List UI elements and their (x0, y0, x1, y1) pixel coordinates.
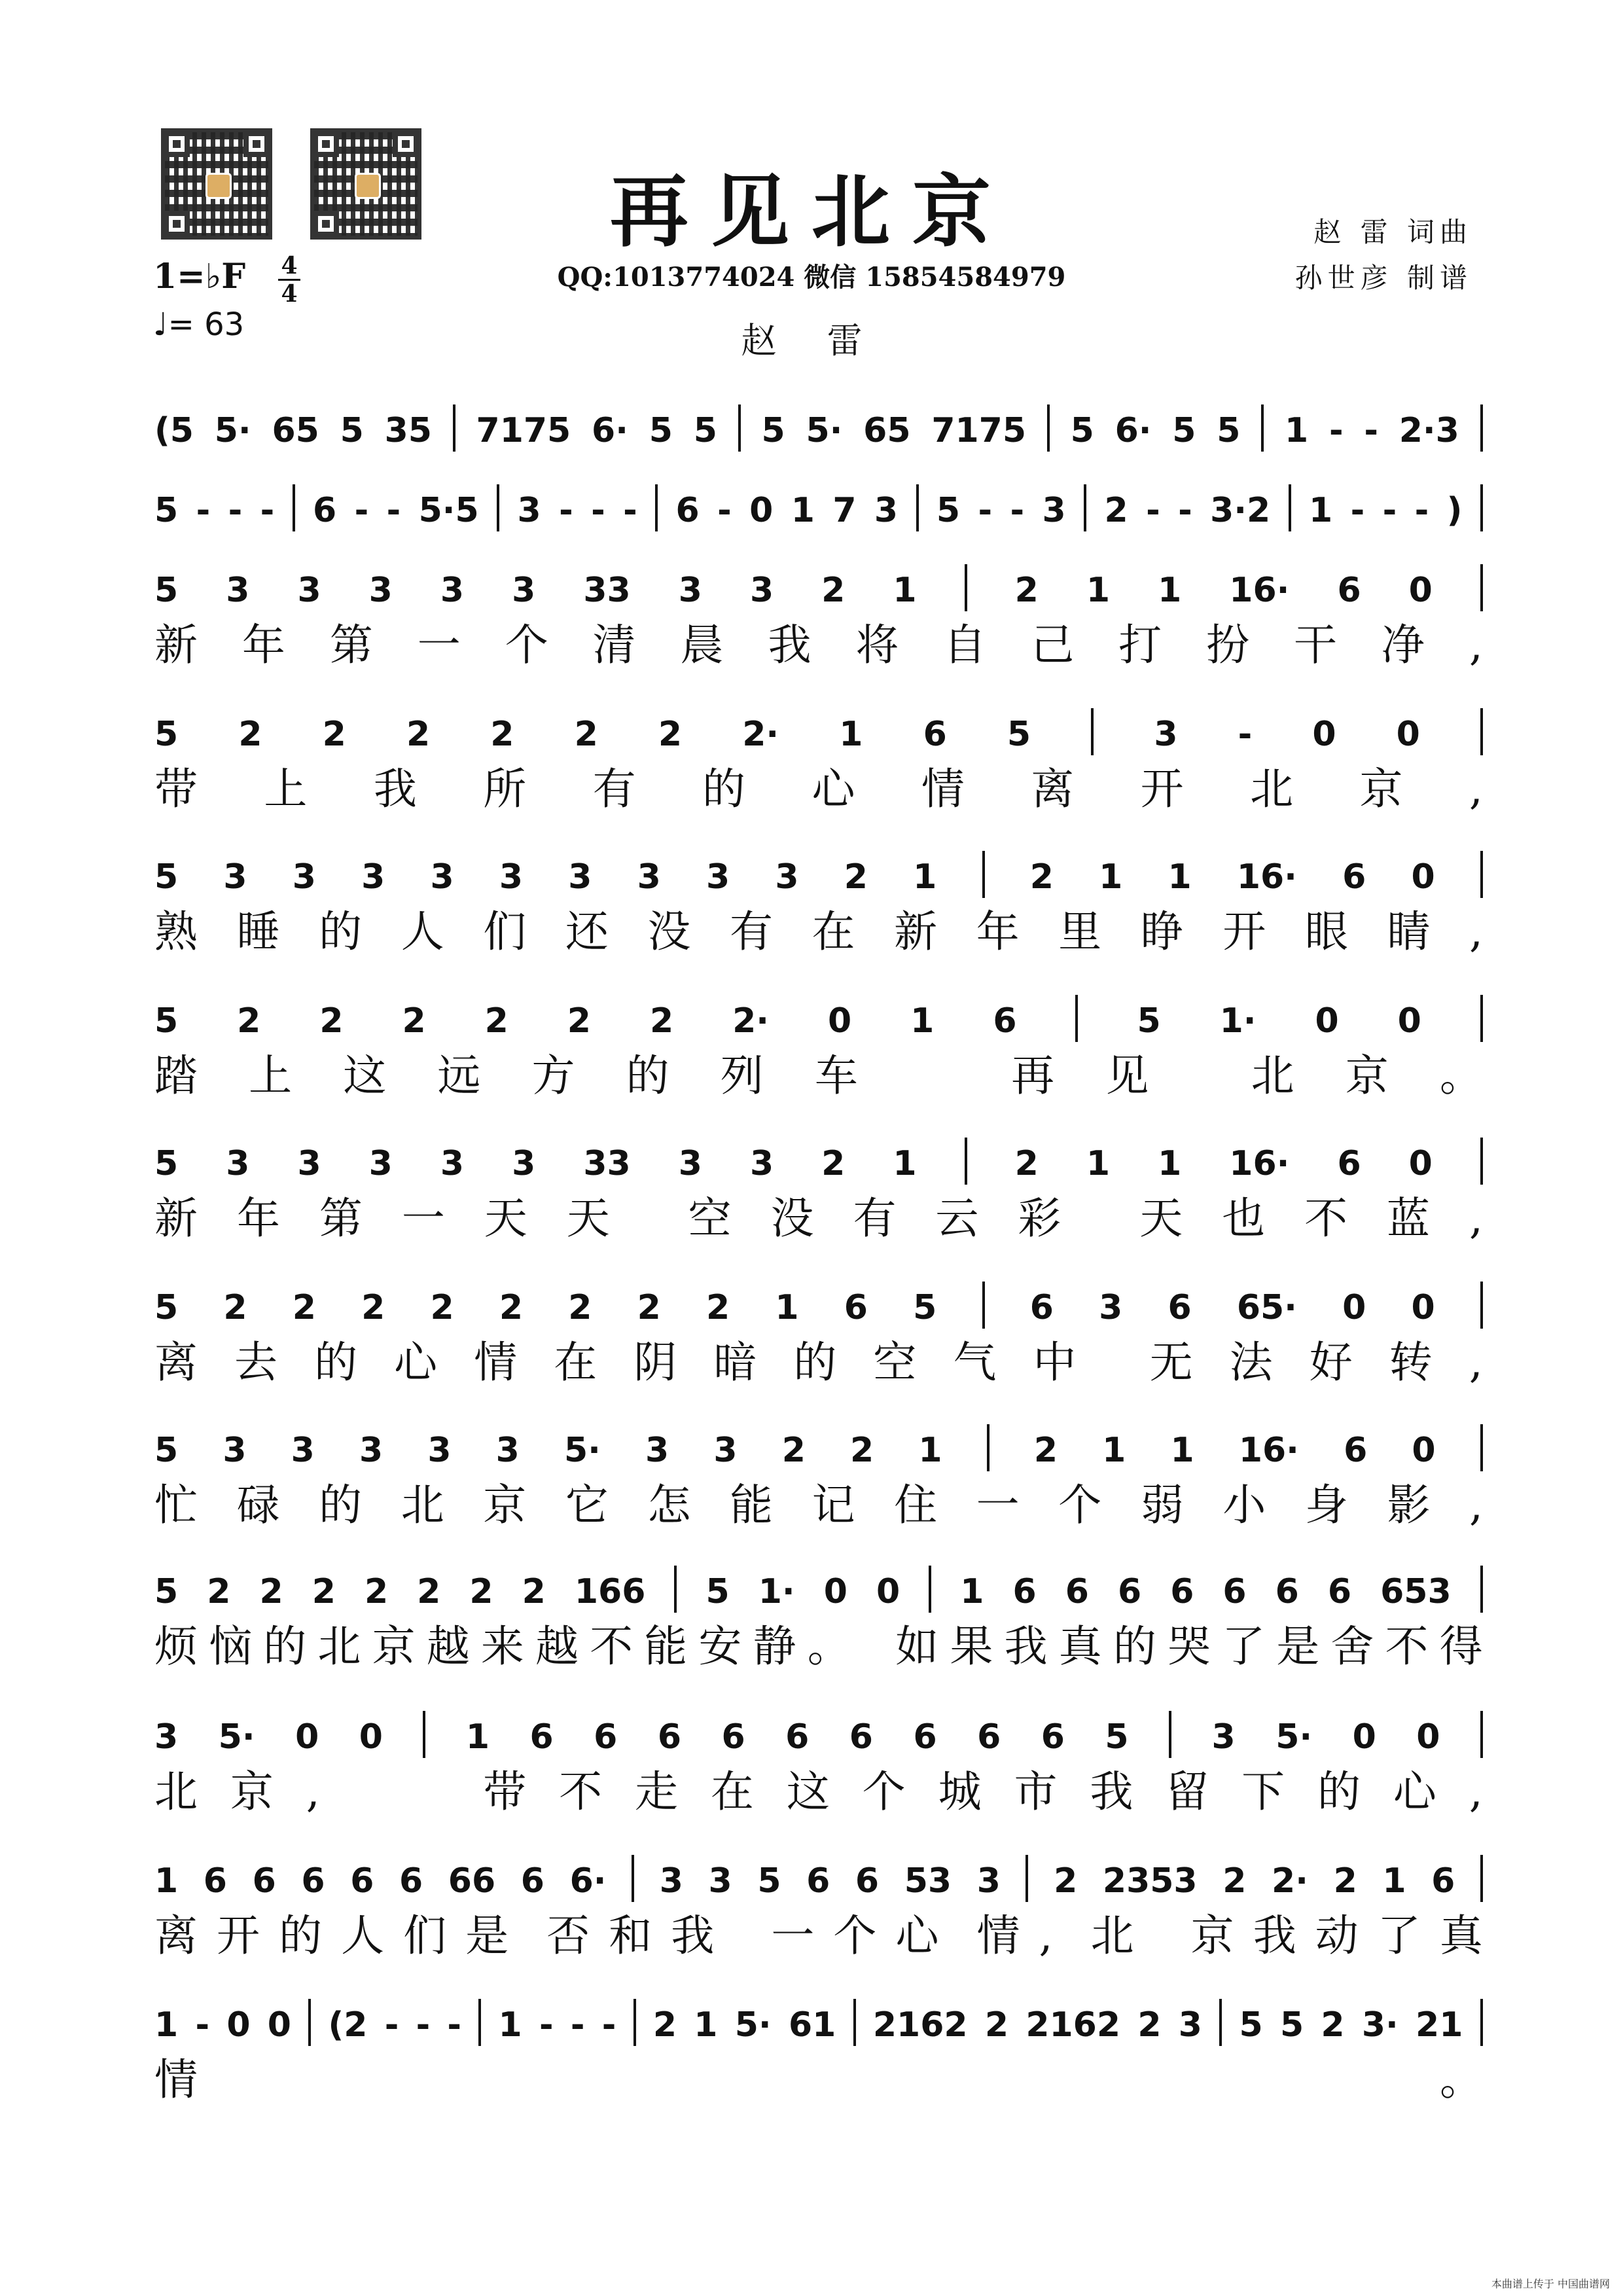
credit-lyrics: 赵 雷 词曲 (1313, 216, 1472, 248)
credit-score: 孙世彦 制谱 (1294, 262, 1472, 294)
lyric-row: 熟 睡 的 人 们 还 没 有 在 新 年 里 睁 开 眼 睛 , (154, 906, 1483, 957)
notation-row: 5 - - - 6 - - 5·5 3 - - - 6 - 0 1 7 3 5 - - 3 2 - - 3·2 1 - - - ) (154, 484, 1483, 531)
notation-row: 5 3 3 3 3 3 33 3 3 2 1 2 1 1 16· 6 0 (154, 564, 1483, 611)
notation-row: 1 - 0 0 (2 - - - 1 - - - 2 1 5· 61 2162 2 2162 2 3 5 5 2 3· 21 (154, 1999, 1483, 2046)
lyric-row: 新 年 第 一 天 天 空 没 有 云 彩 天 也 不 蓝 , (154, 1193, 1483, 1244)
song-title: 再见北京 (610, 166, 1013, 258)
lyric-row: 离 去 的 心 情 在 阴 暗 的 空 气 中 无 法 好 转 , (154, 1337, 1483, 1388)
notation-row: 5 3 3 3 3 3 33 3 3 2 1 2 1 1 16· 6 0 (154, 1138, 1483, 1185)
lyric-row: 新 年 第 一 个 清 晨 我 将 自 己 打 扮 干 净 , (154, 620, 1483, 670)
lyric-row: 北 京 , 带 不 走 在 这 个 城 市 我 留 下 的 心 , (154, 1767, 1483, 1817)
time-signature (278, 253, 300, 307)
lyric-row: 带 上 我 所 有 的 心 情 离 开 北 京 , (154, 764, 1483, 814)
meter-top: 4 (281, 252, 298, 279)
key-signature: 1=♭F (153, 257, 246, 296)
notation-row: 1 6 6 6 6 6 66 6 6· 3 3 5 6 6 53 3 2 2353 2 2· 2 1 6 (154, 1855, 1483, 1902)
notation-row: 5 3 3 3 3 3 5· 3 3 2 2 1 2 1 1 16· 6 0 (154, 1424, 1483, 1471)
tempo-marking: ♩= 63 (153, 306, 245, 343)
singer-name: 赵 雷 (741, 320, 882, 361)
notation-row: (5 5· 65 5 35 7175 6· 5 5 5 5· 65 7175 5 6· 5 5 1 - - 2·3 (154, 404, 1483, 452)
notation-row: 5 2 2 2 2 2 2 2· 1 6 5 3 - 0 0 (154, 708, 1483, 755)
notation-row: 5 2 2 2 2 2 2 2 166 5 1· 0 0 1 6 6 6 6 6 6 6 653 (154, 1566, 1483, 1613)
lyric-row: 忙 碌 的 北 京 它 怎 能 记 住 一 个 弱 小 身 影 , (154, 1480, 1483, 1530)
lyric-row: 踏 上 这 远 方 的 列 车 再 见 北 京 。 (154, 1050, 1483, 1101)
notation-row: 3 5· 0 0 1 6 6 6 6 6 6 6 6 6 5 3 5· 0 0 (154, 1711, 1483, 1758)
lyric-row: 情 。 (154, 2054, 1483, 2105)
notation-row: 5 2 2 2 2 2 2 2 2 1 6 5 6 3 6 65· 0 0 (154, 1282, 1483, 1329)
notation-row: 5 3 3 3 3 3 3 3 3 3 2 1 2 1 1 16· 6 0 (154, 851, 1483, 898)
lyric-row: 离 开 的 人 们 是 否 和 我 一 个 心 情 , 北 京 我 动 了 真 (154, 1910, 1483, 1961)
meter-bottom: 4 (281, 280, 298, 308)
notation-row: 5 2 2 2 2 2 2 2· 0 1 6 5 1· 0 0 (154, 995, 1483, 1042)
lyric-row: 烦 恼 的 北 京 越 来 越 不 能 安 静 。 如 果 我 真 的 哭 了 是 舍 不 得 (154, 1621, 1483, 1672)
footer-note: 本曲谱上传于 中国曲谱网 (1491, 2278, 1610, 2290)
contact-info: QQ:1013774024 微信 15854584979 (557, 262, 1066, 293)
